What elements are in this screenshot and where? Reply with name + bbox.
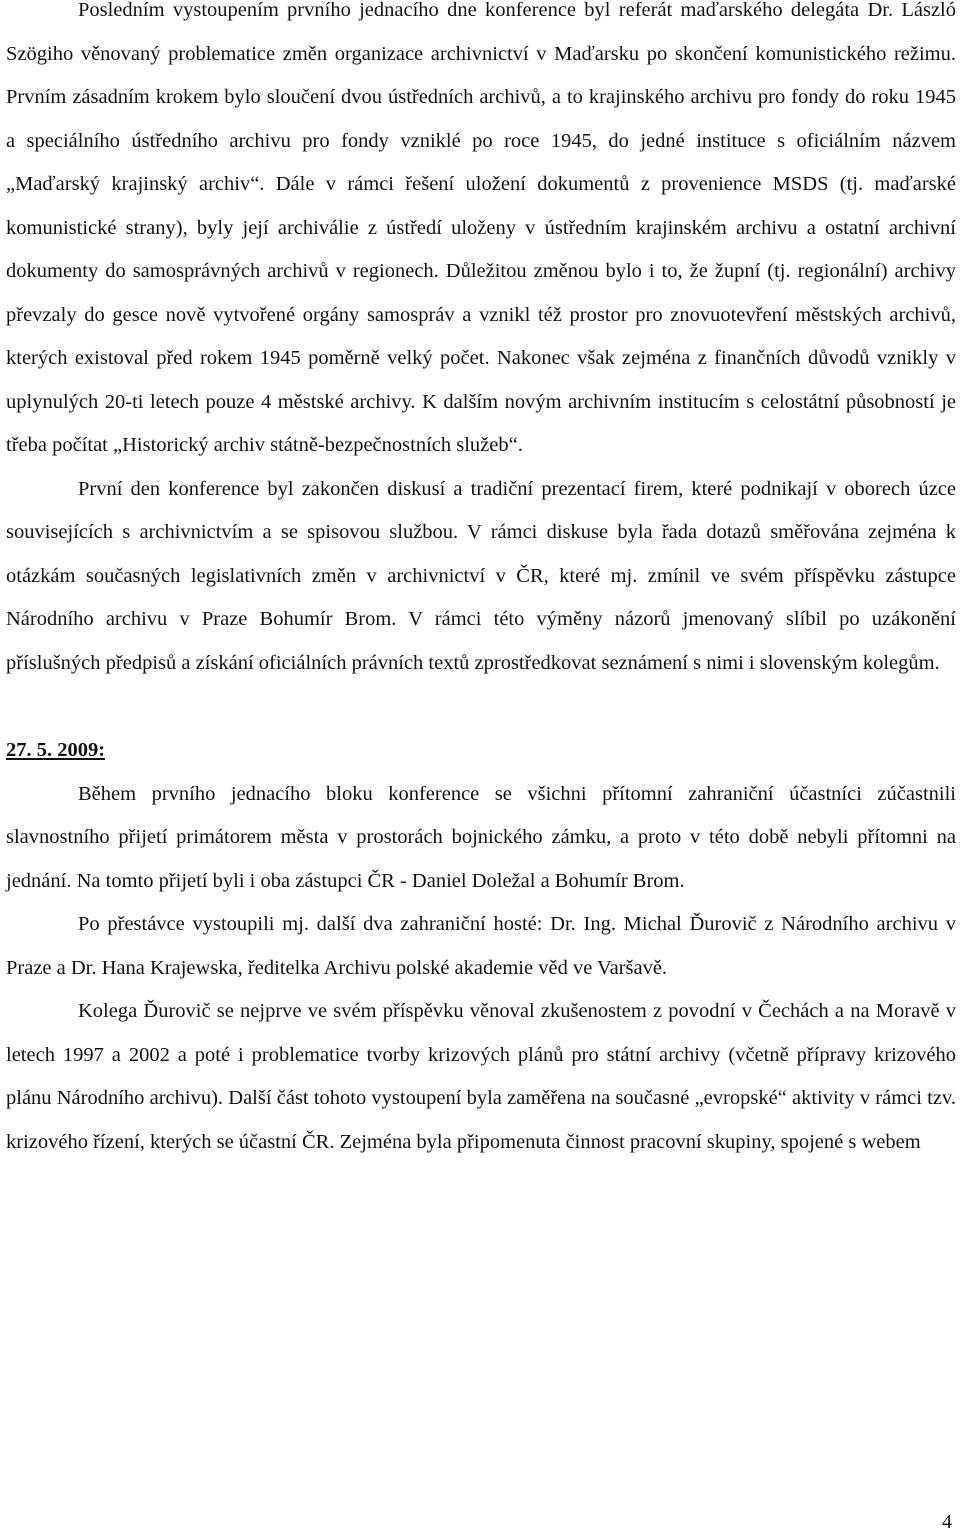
date-heading: 27. 5. 2009: <box>6 739 106 761</box>
paragraph-first-day-discussion: První den konference byl zakončen diskusí a tradiční prezentací firem, které podnikají v oborech úzce souvisejících s archivnictvím a se spisovou službou. V rámci diskuse byla řada dotazů směřována zejména k otázkám současných legislativních změn v archivnictví v ČR, které mj. zmínil ve svém příspěvku zástupce Národního archivu v Praze Bohumír Brom. V rámci této výměny názorů jmenovaný slíbil po uzákonění příslušných předpisů a získání oficiálních právních textů zprostředkovat seznámení s nimi i slovenským kolegům. <box>6 477 956 674</box>
section-gap <box>6 685 956 729</box>
document-page <box>6 0 956 1537</box>
paragraph-reception: Během prvního jednacího bloku konference se všichni přítomní zahraniční účastníci zúčastnili slavnostního přijetí primátorem města v prostorách bojnického zámku, a proto v této době nebyli přítomni na jednání. Na tomto přijetí byli i oba zástupci ČR - Daniel Doležal a Bohumír Brom. <box>6 782 956 892</box>
page-number: 4 <box>942 1511 952 1533</box>
paragraph-foreign-guests: Po přestávce vystoupili mj. další dva zahraniční hosté: Dr. Ing. Michal Ďurovič z Národního archivu v Praze a Dr. Hana Krajewska, ředitelka Archivu polské akademie věd ve Varšavě. <box>6 913 956 979</box>
paragraph-durovic-talk: Kolega Ďurovič se nejprve ve svém příspěvku věnoval zkušenostem z povodní v Čechách a na Moravě v letech 1997 a 2002 a poté i problematice tvorby krizových plánů pro státní archivy (včetně přípravy krizového plánu Národního archivu). Další část tohoto vystoupení byla zaměřena na současné „evropské“ aktivity v rámci tzv. krizového řízení, kterých se účastní ČR. Zejména byla připomenuta činnost pracovní skupiny, spojené s webem <box>6 1000 956 1153</box>
paragraph-szogi-talk: Posledním vystoupením prvního jednacího dne konference byl referát maďarského delegáta Dr. László Szögiho věnovaný problematice změn organizace archivnictví v Maďarsku po skončení komunistického režimu. Prvním zásadním krokem bylo sloučení dvou ústředních archivů, a to krajinského archivu pro fondy do roku 1945 a speciálního ústředního archivu pro fondy vzniklé po roce 1945, do jedné instituce s oficiálním názvem „Maďarský krajinský archiv“. Dále v rámci řešení uložení dokumentů z provenience MSDS (tj. maďarské komunistické strany), byly její archiválie z ústředí uloženy v ústředním krajinském archivu a ostatní archivní dokumenty do samosprávných archivů v regionech. Důležitou změnou bylo i to, že župní (tj. regionální) archivy převzaly do gesce nově vytvořené orgány samospráv a vznikl též prostor pro znovuotevření městských archivů, kterých existoval před rokem 1945 poměrně velký počet. Nakonec však zejména z finančních důvodů vznikly v uplynulých 20-ti letech pouze 4 městské archivy. K dalším novým archivním institucím s celostátní působností je třeba počítat „Historický archiv státně-bezpečnostních služeb“. <box>6 0 956 456</box>
